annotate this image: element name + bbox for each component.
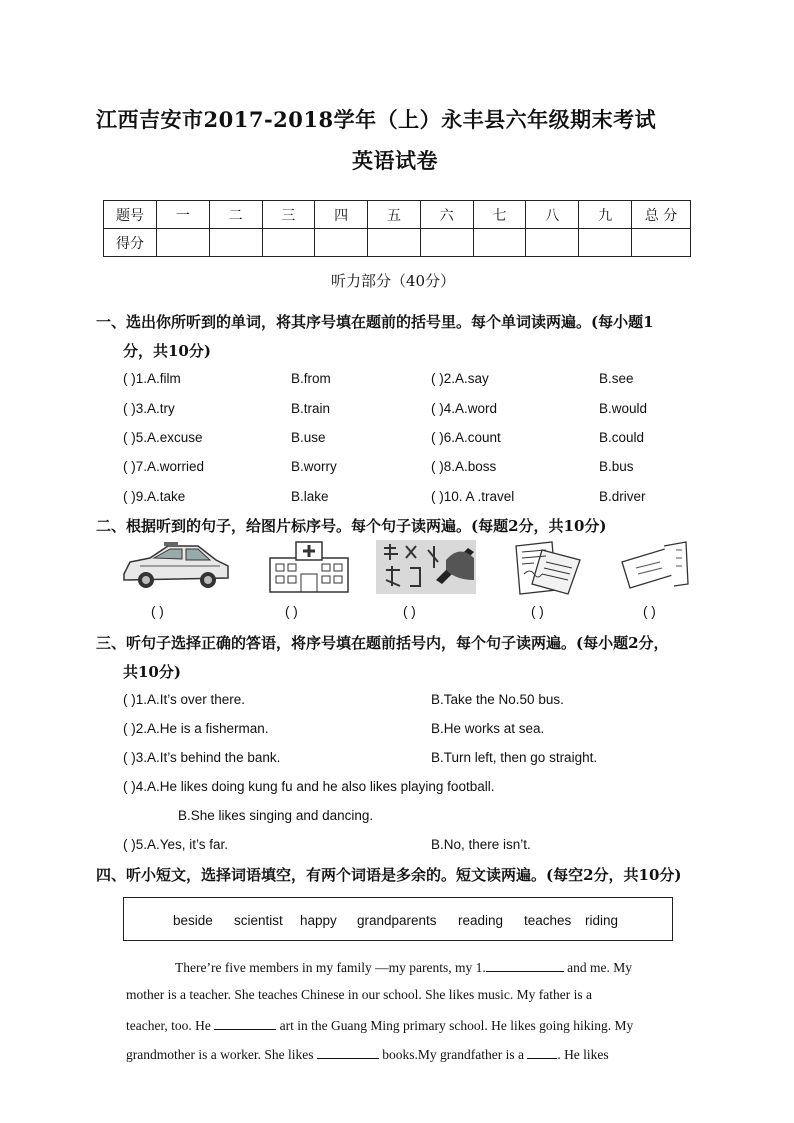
score-cell: 六 [420,201,473,229]
picture-answer-bracket[interactable]: ( ) [285,604,298,619]
listening-heading: 听力部分（40分） [331,272,456,290]
sec1-item-a: ( )6.A.count [431,430,501,445]
car-picture [120,540,232,592]
section1-heading-cont: 分，共10分) [123,342,211,360]
sec1-item-b: B.worry [291,459,337,474]
passage-line [126,1016,633,1034]
sec1-item-b: B.would [599,401,648,416]
sec1-item-b: B.train [291,401,331,416]
sec3-item-a: ( )5.A.Yes, it’s far. [123,837,229,852]
sec1-item-b: B.see [599,371,634,386]
sec1-item-b: B.driver [599,489,646,504]
score-input-cell[interactable] [526,229,579,257]
passage-text: grandmother is a worker. She likes [126,1047,314,1062]
sec3-item-a: ( )2.A.He is a fisherman. [123,721,269,736]
word-bank-item: grandparents [357,913,437,928]
passage-line [175,958,632,976]
sec1-item-a: ( )5.A.excuse [123,430,203,445]
page-subtitle: 英语试卷 [352,148,438,173]
section2-heading: 二、根据听到的句子，给图片标序号。每个句子读两遍。(每题2分，共10分) [96,517,607,535]
sec1-item-b: B.from [291,371,331,386]
score-cell: 总 分 [632,201,691,229]
section1-heading: 一、选出你所听到的单词，将其序号填在题前的括号里。每个单词读两遍。(每小题1 [96,313,654,331]
picture-answer-bracket[interactable]: ( ) [151,604,164,619]
blank-4[interactable] [527,1045,557,1059]
word-bank-item: reading [458,913,504,928]
sec3-item-b: B.Turn left, then go straight. [431,750,598,765]
passage-text: books.My grandfather is a [382,1047,524,1062]
score-cell: 一 [157,201,210,229]
passage-text: . He likes [557,1047,609,1062]
score-input-cell[interactable] [473,229,526,257]
picture-answer-bracket[interactable]: ( ) [531,604,544,619]
score-input-cell[interactable] [262,229,315,257]
score-table-header-row [104,201,691,229]
score-input-cell[interactable] [632,229,691,257]
sec1-item-b: B.bus [599,459,634,474]
sec1-item-a: ( )9.A.take [123,489,186,504]
sec1-item-a: ( )7.A.worried [123,459,205,474]
newspaper-picture [512,540,588,596]
passage-line [126,1045,609,1063]
sec1-item-a: ( )4.A.word [431,401,498,416]
score-cell: 五 [368,201,421,229]
score-input-cell[interactable] [209,229,262,257]
section3-heading: 三、听句子选择正确的答语，将序号填在题前括号内，每个句子读两遍。(每小题2分， [96,634,669,652]
word-bank-item: scientist [234,913,283,928]
score-cell: 九 [579,201,632,229]
sec1-item-a: ( )8.A.boss [431,459,497,474]
passage-text: teacher, too. He [126,1018,211,1033]
word-bank-item: beside [173,913,213,928]
sec3-item-a: ( )1.A.It’s over there. [123,692,246,707]
sec3-item-b: B.No, there isn’t. [431,837,531,852]
blank-2[interactable] [214,1016,276,1030]
score-cell: 得分 [104,229,157,257]
passage-text: There’re five members in my family —my parents, my 1. [175,960,486,975]
score-cell: 题号 [104,201,157,229]
sec1-item-b: B.lake [291,489,329,504]
sec3-item-a: B.She likes singing and dancing. [178,808,374,823]
score-input-cell[interactable] [579,229,632,257]
sec3-item-b: B.He works at sea. [431,721,545,736]
hospital-picture [268,540,350,594]
section4-heading: 四、听小短文，选择词语填空，有两个词语是多余的。短文读两遍。(每空2分，共10分) [96,866,682,884]
score-table-score-row [104,229,691,257]
sec1-item-a: ( )2.A.say [431,371,489,386]
blank-3[interactable] [317,1045,379,1059]
picture-answer-bracket[interactable]: ( ) [403,604,416,619]
ticket-picture [620,540,690,594]
score-cell: 四 [315,201,368,229]
score-cell: 三 [262,201,315,229]
passage-line: mother is a teacher. She teaches Chinese in our school. She likes music. My father is a [126,987,593,1002]
word-bank-item: teaches [524,913,572,928]
score-input-cell[interactable] [420,229,473,257]
score-cell: 二 [209,201,262,229]
sec3-item-a: ( )4.A.He likes doing kung fu and he also likes playing football. [123,779,495,794]
score-input-cell[interactable] [315,229,368,257]
blank-1[interactable] [486,958,564,972]
calligraphy-picture [376,540,476,594]
sec3-item-a: ( )3.A.It’s behind the bank. [123,750,281,765]
score-input-cell[interactable] [157,229,210,257]
score-cell: 八 [526,201,579,229]
passage-text: art in the Guang Ming primary school. He likes going hiking. My [279,1018,634,1033]
score-table [103,200,691,257]
passage-text: and me. My [567,960,633,975]
sec1-item-a: ( )1.A.film [123,371,181,386]
word-bank-item: riding [585,913,619,928]
sec1-item-a: ( )3.A.try [123,401,175,416]
section3-heading-cont: 共10分) [123,663,181,681]
score-cell: 七 [473,201,526,229]
picture-answer-bracket[interactable]: ( ) [643,604,656,619]
word-bank-item: happy [300,913,337,928]
page-title: 江西吉安市2017-2018学年（上）永丰县六年级期末考试 [96,107,657,132]
sec3-item-b: B.Take the No.50 bus. [431,692,564,707]
sec1-item-b: B.use [291,430,326,445]
score-input-cell[interactable] [368,229,421,257]
sec1-item-b: B.could [599,430,645,445]
sec1-item-a: ( )10. A .travel [431,489,515,504]
